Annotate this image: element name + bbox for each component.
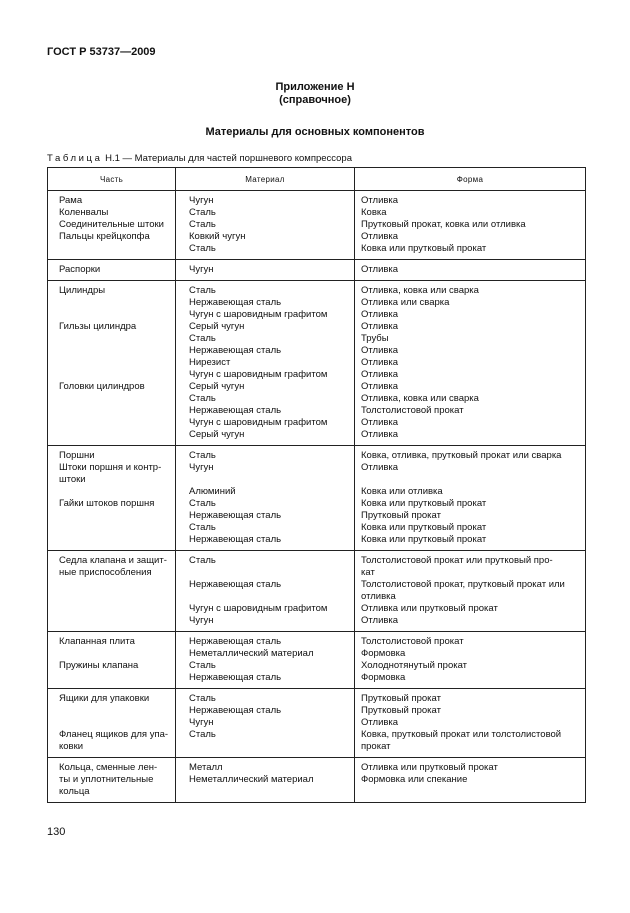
form-line: Ковка или прутковый прокат xyxy=(361,498,487,509)
part-line: Поршни xyxy=(59,450,95,461)
form-line: Ковка или отливка xyxy=(361,486,443,497)
form-line: Формовка или спекание xyxy=(361,774,468,785)
material-line: Сталь xyxy=(189,393,216,404)
material-line: Чугун xyxy=(189,717,214,728)
form-line: Отливка, ковка или сварка xyxy=(361,393,479,404)
part-line: Пальцы крейцкопфа xyxy=(59,231,150,242)
form-cell xyxy=(355,758,586,803)
form-line: Отливка, ковка или сварка xyxy=(361,285,479,296)
material-line: Нирезист xyxy=(189,357,231,368)
material-line: Нержавеющая сталь xyxy=(189,297,282,308)
material-line: Серый чугун xyxy=(189,381,245,392)
form-line: прокат xyxy=(361,741,391,752)
column-header-material: Материал xyxy=(176,168,355,191)
annex-heading xyxy=(0,81,630,107)
material-cell xyxy=(176,551,355,632)
part-line: Головки цилиндров xyxy=(59,381,145,392)
form-line: Отливка xyxy=(361,195,399,206)
form-line: Прутковый прокат xyxy=(361,510,441,521)
form-line: Отливка xyxy=(361,231,399,242)
form-line: Отливка xyxy=(361,345,399,356)
material-line: Сталь xyxy=(189,207,216,218)
part-cell xyxy=(48,281,176,446)
part-line xyxy=(59,393,169,405)
part-line xyxy=(59,705,169,717)
material-line: Чугун xyxy=(189,264,214,275)
material-line: Чугун с шаровидным графитом xyxy=(189,369,328,380)
material-cell xyxy=(176,191,355,260)
form-cell xyxy=(355,260,586,281)
material-line: Сталь xyxy=(189,555,216,566)
part-line: Пружины клапана xyxy=(59,660,139,671)
material-line: Чугун xyxy=(189,615,214,626)
materials-table xyxy=(47,167,586,803)
part-line xyxy=(59,333,169,345)
material-line: Сталь xyxy=(189,285,216,296)
material-line: Серый чугун xyxy=(189,321,245,332)
document-code: ГОСТ Р 53737—2009 xyxy=(47,46,156,58)
form-line: Толстолистовой прокат, прутковый прокат или xyxy=(361,579,565,590)
column-header-form: Форма xyxy=(355,168,586,191)
form-cell xyxy=(355,446,586,551)
form-line: Толстолистовой прокат xyxy=(361,405,464,416)
material-line: Алюминий xyxy=(189,486,236,497)
section-title: Материалы для основных компонентов xyxy=(205,126,425,138)
part-line: Рама xyxy=(59,195,83,206)
material-line: Нержавеющая сталь xyxy=(189,705,282,716)
part-cell xyxy=(48,191,176,260)
part-line xyxy=(59,417,169,429)
form-cell xyxy=(355,551,586,632)
material-line: Сталь xyxy=(189,660,216,671)
part-line: Штоки поршня и контр- xyxy=(59,462,162,473)
form-line: отливка xyxy=(361,591,396,602)
form-line: Отливка или прутковый прокат xyxy=(361,603,498,614)
material-line xyxy=(189,591,350,603)
material-cell xyxy=(176,758,355,803)
material-line: Неметаллический материал xyxy=(189,648,314,659)
part-line: Седла клапана и защит- xyxy=(59,555,167,566)
form-line: Отливка или сварка xyxy=(361,297,450,308)
column-header-part: Часть xyxy=(48,168,176,191)
part-cell xyxy=(48,260,176,281)
form-cell xyxy=(355,191,586,260)
part-line xyxy=(59,672,169,684)
part-line: Гильзы цилиндра xyxy=(59,321,137,332)
form-line: Ковка xyxy=(361,207,387,218)
table-header-row xyxy=(48,168,586,191)
part-line: Коленвалы xyxy=(59,207,109,218)
material-line: Чугун xyxy=(189,462,214,473)
material-line: Сталь xyxy=(189,219,216,230)
material-line: Сталь xyxy=(189,450,216,461)
material-line xyxy=(189,741,350,753)
material-line: Сталь xyxy=(189,729,216,740)
form-line: кат xyxy=(361,567,375,578)
part-line xyxy=(59,522,169,534)
material-line xyxy=(189,474,350,486)
table-row xyxy=(48,689,586,758)
part-line: Фланец ящиков для упа- xyxy=(59,729,169,740)
part-line: ты и уплотнительные xyxy=(59,774,154,785)
form-line: Ковка или прутковый прокат xyxy=(361,243,487,254)
annex-title: Приложение Н xyxy=(275,81,355,93)
material-line: Сталь xyxy=(189,522,216,533)
part-line: Гайки штоков поршня xyxy=(59,498,155,509)
table-caption xyxy=(47,153,352,164)
part-line xyxy=(59,429,169,441)
material-line: Чугун xyxy=(189,195,214,206)
part-line xyxy=(59,510,169,522)
form-line: Холоднотянутый прокат xyxy=(361,660,468,671)
material-line: Сталь xyxy=(189,693,216,704)
material-line xyxy=(189,567,350,579)
material-cell xyxy=(176,446,355,551)
material-line: Чугун с шаровидным графитом xyxy=(189,603,328,614)
material-line: Нержавеющая сталь xyxy=(189,510,282,521)
part-cell xyxy=(48,758,176,803)
form-line xyxy=(361,474,577,486)
form-line: Отливка xyxy=(361,615,399,626)
form-line: Отливка xyxy=(361,321,399,332)
annex-subtitle: (справочное) xyxy=(279,94,351,106)
material-line: Чугун с шаровидным графитом xyxy=(189,417,328,428)
part-cell xyxy=(48,551,176,632)
material-line: Серый чугун xyxy=(189,429,245,440)
part-cell xyxy=(48,689,176,758)
material-line: Металл xyxy=(189,762,223,773)
material-line: Нержавеющая сталь xyxy=(189,405,282,416)
material-line: Сталь xyxy=(189,333,216,344)
form-line: Ковка или прутковый прокат xyxy=(361,522,487,533)
material-line xyxy=(189,786,350,798)
material-line: Нержавеющая сталь xyxy=(189,672,282,683)
table-row xyxy=(48,758,586,803)
form-line: Отливка xyxy=(361,381,399,392)
part-line xyxy=(59,357,169,369)
material-line: Нержавеющая сталь xyxy=(189,636,282,647)
part-line xyxy=(59,717,169,729)
form-line: Прутковый прокат xyxy=(361,705,441,716)
form-line: Ковка, отливка, прутковый прокат или сварка xyxy=(361,450,562,461)
page-number: 130 xyxy=(47,826,66,838)
form-line: Отливка xyxy=(361,462,399,473)
form-line: Ковка, прутковый прокат или толстолистовой xyxy=(361,729,562,740)
material-line: Сталь xyxy=(189,498,216,509)
table-row xyxy=(48,446,586,551)
table-row xyxy=(48,281,586,446)
form-line: Отливка xyxy=(361,264,399,275)
form-cell xyxy=(355,689,586,758)
form-line: Отливка xyxy=(361,417,399,428)
form-line: Отливка или прутковый прокат xyxy=(361,762,498,773)
form-line: Толстолистовой прокат или прутковый про- xyxy=(361,555,553,566)
part-line xyxy=(59,309,169,321)
form-line: Прутковый прокат, ковка или отливка xyxy=(361,219,526,230)
form-line: Отливка xyxy=(361,369,399,380)
form-line: Формовка xyxy=(361,672,406,683)
part-line: Цилиндры xyxy=(59,285,106,296)
table-row xyxy=(48,260,586,281)
form-line: Трубы xyxy=(361,333,389,344)
material-line: Нержавеющая сталь xyxy=(189,345,282,356)
material-cell xyxy=(176,632,355,689)
part-line xyxy=(59,369,169,381)
material-cell xyxy=(176,260,355,281)
part-line xyxy=(59,243,169,255)
part-line: Распорки xyxy=(59,264,101,275)
table-row xyxy=(48,632,586,689)
part-line xyxy=(59,486,169,498)
form-line xyxy=(361,786,577,798)
table-caption-text: Н.1 — Материалы для частей поршневого компрессора xyxy=(102,153,352,164)
form-line: Прутковый прокат xyxy=(361,693,441,704)
form-line: Ковка или прутковый прокат xyxy=(361,534,487,545)
material-line: Нержавеющая сталь xyxy=(189,534,282,545)
material-line: Ковкий чугун xyxy=(189,231,246,242)
table-row xyxy=(48,551,586,632)
part-cell xyxy=(48,632,176,689)
form-line: Отливка xyxy=(361,717,399,728)
part-line xyxy=(59,648,169,660)
material-cell xyxy=(176,281,355,446)
form-line: Толстолистовой прокат xyxy=(361,636,464,647)
material-line: Чугун с шаровидным графитом xyxy=(189,309,328,320)
form-cell xyxy=(355,281,586,446)
form-line: Отливка xyxy=(361,429,399,440)
part-line: Кольца, сменные лен- xyxy=(59,762,158,773)
material-cell xyxy=(176,689,355,758)
form-line: Формовка xyxy=(361,648,406,659)
form-line: Отливка xyxy=(361,357,399,368)
form-cell xyxy=(355,632,586,689)
part-line: штоки xyxy=(59,474,86,485)
part-line: Ящики для упаковки xyxy=(59,693,150,704)
part-line xyxy=(59,405,169,417)
part-line: кольца xyxy=(59,786,90,797)
material-line: Неметаллический материал xyxy=(189,774,314,785)
part-line: Клапанная плита xyxy=(59,636,135,647)
table-caption-prefix: Таблица xyxy=(47,153,103,164)
part-line xyxy=(59,345,169,357)
part-line xyxy=(59,297,169,309)
part-line: Соединительные штоки xyxy=(59,219,164,230)
form-line: Отливка xyxy=(361,309,399,320)
table-row xyxy=(48,191,586,260)
part-line: ные приспособления xyxy=(59,567,152,578)
part-line: ковки xyxy=(59,741,84,752)
part-cell xyxy=(48,446,176,551)
material-line: Сталь xyxy=(189,243,216,254)
material-line: Нержавеющая сталь xyxy=(189,579,282,590)
